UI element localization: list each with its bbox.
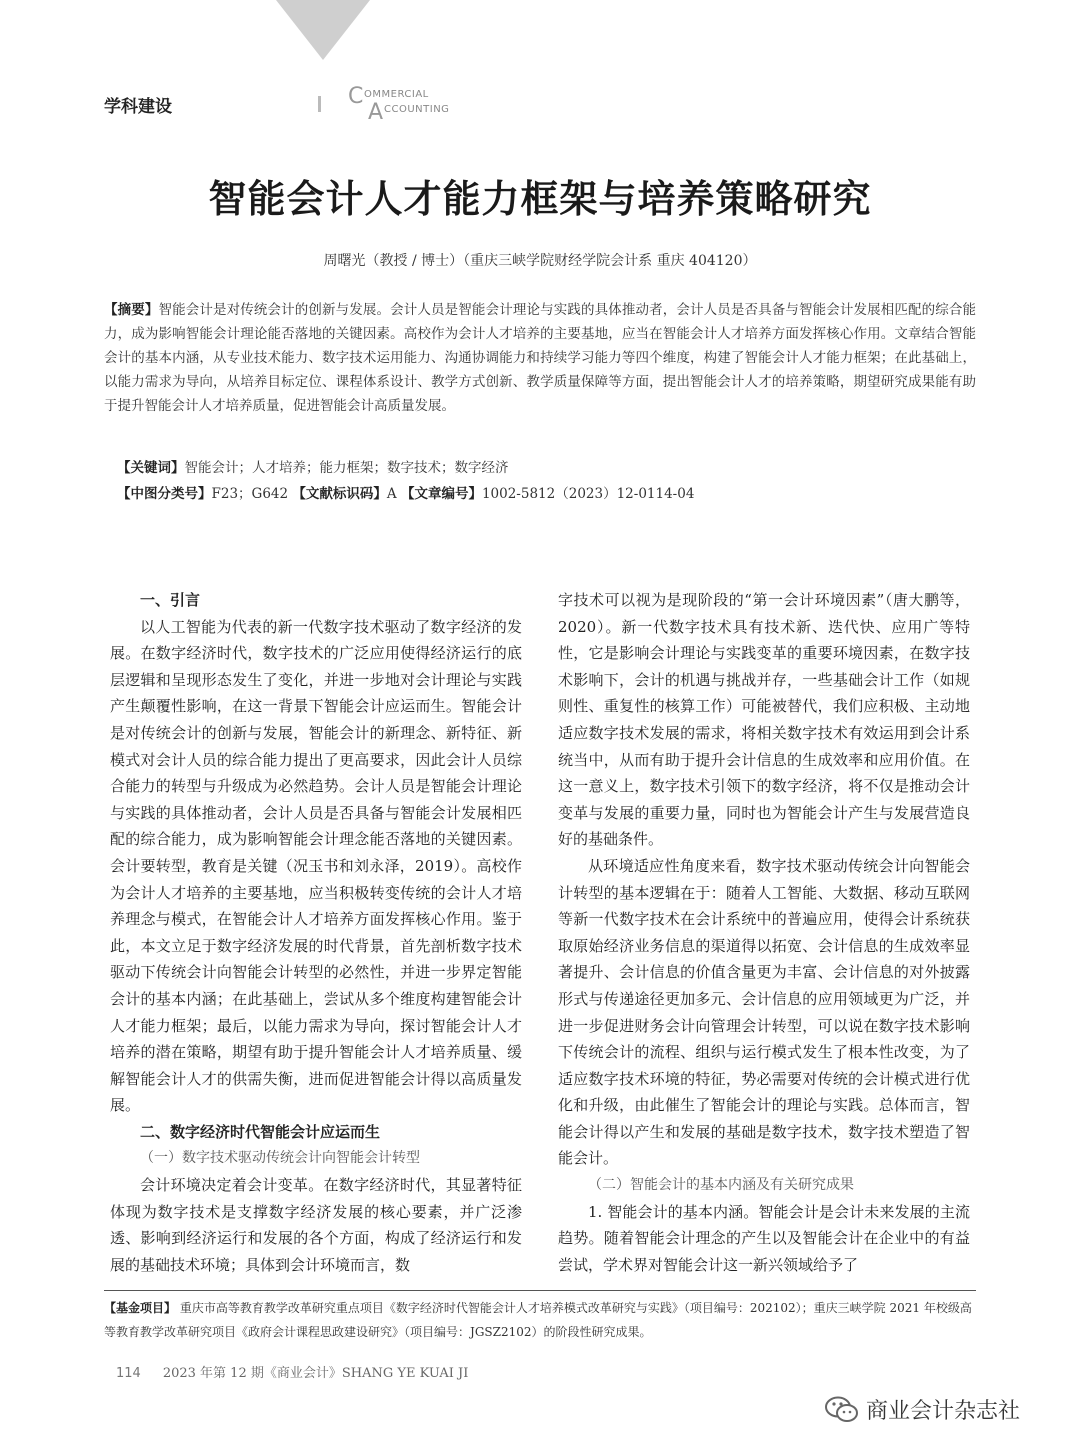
wechat-icon — [824, 1395, 860, 1425]
page-number: 114 — [116, 1366, 141, 1381]
logo-letter-c: C — [348, 84, 364, 109]
subheading-connotation: （二）智能会计的基本内涵及有关研究成果 — [588, 1177, 854, 1194]
paragraph-environment-adaptation: 从环境适应性角度来看，数字技术驱动传统会计向智能会计转型的基本逻辑在于：随着人工智能、大数据、移动互联网等新一代数字技术在会计系统中的普遍应用，使得会计系统获取原始经济业务信息的渠道得以拓宽、会计信息的生成效率显著提升、会计信息的价值含量更为丰富、会计信息的对外披露形式与传递途径更加多元、会计信息的应用领域更为广泛，并进一步促进财务会计向管理会计转型，可以说在数字技术影响下传统会计的流程、组织与运行模式发生了根本性改变，为了适应数字技术环境的特征，势必需要对传统的会计模式进行优化和升级，由此催生了智能会计的理论与实践。总体而言，智能会计得以产生和发展的基础是数字技术，数字技术塑造了智能会计。 — [558, 856, 970, 1168]
abstract-label: 【摘要】 — [104, 302, 159, 318]
clc-label: 【中图分类号】 — [117, 486, 212, 502]
keywords-line — [117, 456, 509, 476]
journal-logo — [348, 84, 478, 124]
heading-section-two: 二、数字经济时代智能会计应运而生 — [140, 1122, 381, 1141]
article-title: 智能会计人才能力框架与培养策略研究 — [208, 177, 872, 221]
keywords-label: 【关键词】 — [117, 460, 185, 476]
paragraph-connotation: 1. 智能会计的基本内涵。智能会计是会计未来发展的主流趋势。随着智能会计理念的产生以及智能会计在企业中的有益尝试，学术界对智能会计这一新兴领域给予了 — [558, 1202, 970, 1274]
heading-introduction: 一、引言 — [140, 591, 201, 609]
watermark — [824, 1394, 1020, 1425]
issue-info: 2023 年第 12 期《商业会计》SHANG YE KUAI JI — [162, 1366, 469, 1381]
page-footer — [116, 1362, 468, 1381]
section-tag: 学科建设 — [104, 97, 172, 117]
watermark-text: 商业会计杂志社 — [866, 1399, 1021, 1424]
abstract-text: 智能会计是对传统会计的创新与发展。会计人员是智能会计理论与实践的具体推动者，会计人员是否具备与智能会计发展相匹配的综合能力，成为影响智能会计理论能否落地的关键因素。高校作为会计人才培养的主要基地，应当在智能会计人才培养方面发挥核心作用。文章结合智能会计的基本内涵，从专业技术能力、数字技术运用能力、沟通协调能力和持续学习能力等四个维度，构建了智能会计人才能力框架；在此基础上，以能力需求为导向，从培养目标定位、课程体系设计、教学方式创新、教学质量保障等方面，提出智能会计人才的培养策略，期望研究成果能有助于提升智能会计人才培养质量，促进智能会计高质量发展。 — [104, 302, 977, 414]
author-line: 周曙光（教授 / 博士）（重庆三峡学院财经学院会计系 重庆 404120） — [323, 253, 757, 269]
article-number-label: 【文章编号】 — [400, 486, 482, 502]
footnote-divider — [104, 1290, 976, 1291]
header-divider — [318, 96, 321, 112]
clc-value: F23；G642 — [211, 486, 289, 502]
body-column-right — [558, 587, 970, 1278]
paragraph-introduction: 以人工智能为代表的新一代数字技术驱动了数字经济的发展。在数字经济时代，数字技术的广泛应用使得经济运行的底层逻辑和呈现形态发生了变化，并进一步地对会计理论与实践产生颠覆性影响，在这一背景下智能会计应运而生。智能会计是对传统会计的创新与发展，智能会计的新理念、新特征、新模式对会计人员的综合能力提出了更高要求，因此会计人员综合能力的转型与升级成为必然趋势。会计人员是智能会计理论与实践的具体推动者，会计人员是否具备与智能会计发展相匹配的综合能力，成为影响智能会计理念能否落地的关键因素。会计要转型，教育是关键（况玉书和刘永泽，2019）。高校作为会计人才培养的主要基地，应当积极转变传统的会计人才培养理念与模式，在智能会计人才培养方面发挥核心作用。鉴于此，本文立足于数字经济发展的时代背景，首先剖析数字技术驱动下传统会计向智能会计转型的必然性，并进一步界定智能会计的基本内涵；在此基础上，尝试从多个维度构建智能会计人才能力框架；最后，以能力需求为导向，探讨智能会计人才培养的潜在策略，期望有助于提升智能会计人才培养质量、缓解智能会计人才的供需失衡，进而促进智能会计得以高质量发展。 — [110, 617, 522, 1115]
decorative-triangle — [276, 0, 370, 60]
funding-note — [104, 1296, 976, 1344]
logo-letter-a: A — [368, 100, 384, 125]
keywords-text: 智能会计；人才培养；能力框架；数字技术；数字经济 — [184, 460, 509, 476]
body-column-left — [110, 587, 522, 1278]
doc-code-value: A — [386, 486, 397, 502]
subheading-digital-transformation: （一）数字技术驱动传统会计向智能会计转型 — [140, 1150, 420, 1167]
logo-word-commercial: OMMERCIAL — [364, 89, 429, 100]
funding-text: 重庆市高等教育教学改革研究重点项目《数字经济时代智能会计人才培养模式改革研究与实践》（项目编号：202102）；重庆三峡学院 2021 年校级高等教育教学改革研究项目《政府会计课程思政建设研究》（项目编号：JGSZ2102）的阶段性研究成果。 — [104, 1301, 972, 1339]
classification-line — [117, 482, 694, 502]
funding-label: 【基金项目】 — [104, 1301, 177, 1315]
paragraph-continued: 字技术可以视为是现阶段的“第一会计环境因素”（唐大鹏等，2020）。新一代数字技术具有技术新、迭代快、应用广等特性，它是影响会计理论与实践变革的重要环境因素，在数字技术影响下，会计的机遇与挑战并存，一些基础会计工作（如规则性、重复性的核算工作）可能被替代，我们应积极、主动地适应数字技术发展的需求，将相关数字技术有效运用到会计系统当中，从而有助于提升会计信息的生成效率和应用价值。在这一意义上，数字技术引领下的数字经济，将不仅是推动会计变革与发展的重要力量，同时也为智能会计产生与发展营造良好的基础条件。 — [558, 591, 970, 849]
logo-word-accounting: CCOUNTING — [384, 104, 450, 115]
abstract — [104, 298, 976, 418]
paragraph-accounting-environment: 会计环境决定着会计变革。在数字经济时代，其显著特征体现为数字技术是支撑数字经济发展的核心要素，并广泛渗透、影响到经济运行和发展的各个方面，构成了经济运行和发展的基础技术环境；具体到会计环境而言，数 — [110, 1176, 522, 1274]
article-number-value: 1002-5812（2023）12-0114-04 — [481, 486, 695, 502]
doc-code-label: 【文献标识码】 — [292, 486, 387, 502]
